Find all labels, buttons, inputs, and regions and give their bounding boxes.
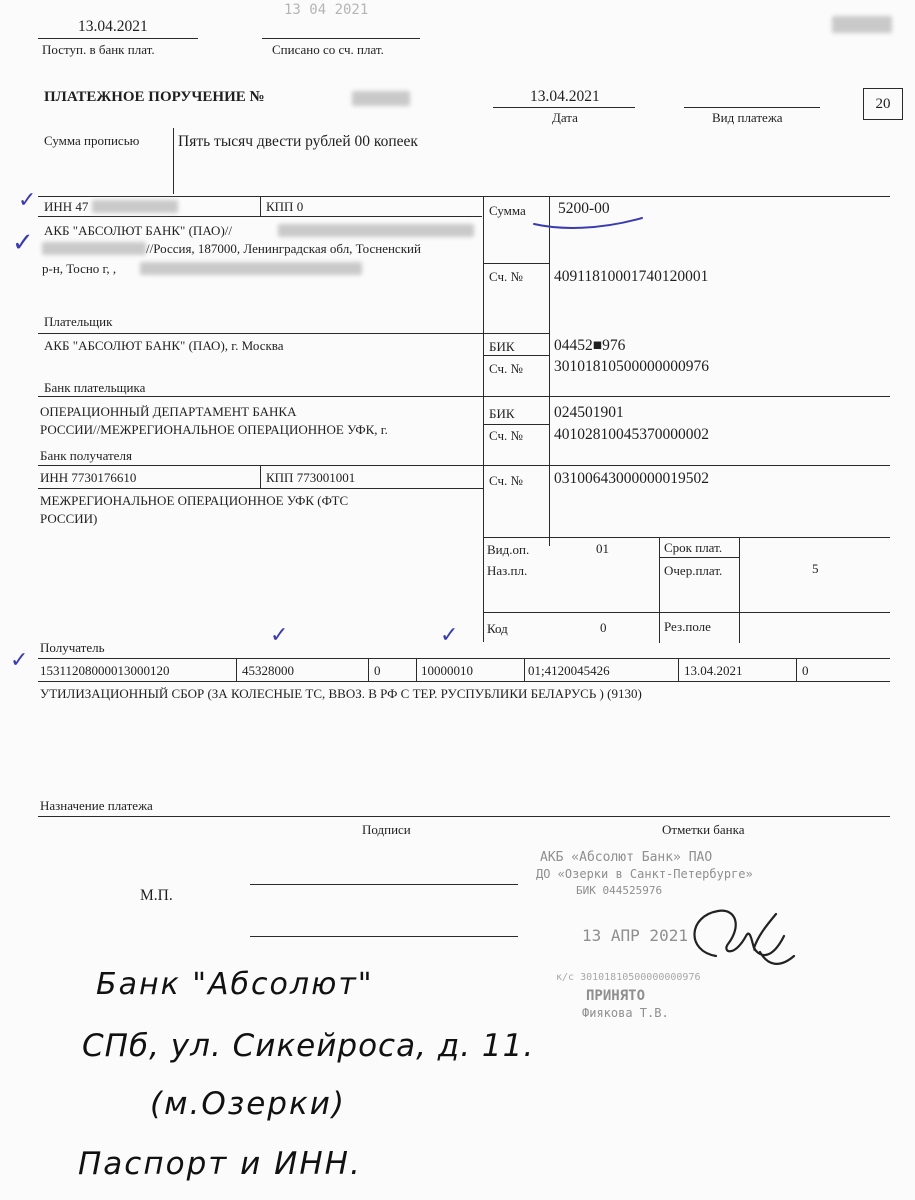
grid-line-purpose [38, 816, 890, 817]
grid-line-payee-bank [38, 465, 890, 466]
code-value: 0 [600, 620, 607, 635]
date-label: Дата [552, 110, 578, 125]
check-mark-inn: ✓ [18, 188, 37, 213]
handwriting-line3: (м.Озерки) [150, 1086, 346, 1122]
sum-value: 5200-00 [558, 200, 610, 217]
tax-doc-number: 01;4120045426 [528, 663, 610, 678]
grid-line-bik2 [483, 424, 549, 425]
stamp-accepted: ПРИНЯТО [586, 988, 646, 1004]
stamp-line4: к/с 30101810500000000976 [556, 972, 701, 983]
payee-bank-name-line2: РОССИИ//МЕЖРЕГИОНАЛЬНОЕ ОПЕРАЦИОННОЕ УФК, г. [40, 422, 388, 437]
redacted-doc-number [352, 91, 410, 106]
handwriting-line4: Паспорт и ИНН. [78, 1146, 362, 1182]
signature-line-1 [250, 884, 518, 885]
purpose-text: УТИЛИЗАЦИОННЫЙ СБОР (ЗА КОЛЕСНЫЕ ТС, ВВОЗ. В РФ С ТЕР. РУСПУБЛИКИ БЕЛАРУСЬ ) (9130) [40, 686, 642, 701]
received-date: 13.04.2021 [78, 18, 148, 35]
purpose-code-label: Наз.пл. [487, 563, 528, 578]
grid-v-kpp-payer [260, 196, 261, 216]
redacted-payer-name2 [42, 242, 146, 255]
grid-line-payer [38, 333, 483, 334]
status-code-box: 20 [863, 88, 903, 120]
stamp-line3: БИК 044525976 [576, 884, 663, 897]
grid-v-tax3 [416, 658, 417, 681]
grid-line-codes-top [483, 537, 890, 538]
grid-line-sum [483, 263, 549, 264]
payer-bank-account-value: 30101810500000000976 [554, 358, 709, 375]
stamp-line1: АКБ «Абсолют Банк» ПАО [540, 850, 713, 865]
grid-line-codes-mid [483, 612, 890, 613]
tax-type: 0 [802, 663, 809, 678]
received-label: Поступ. в банк плат. [42, 42, 155, 57]
order-label: Очер.плат. [664, 563, 723, 578]
tax-kbk: 15311208000013000120 [40, 663, 170, 678]
grid-line-payer-acc [483, 333, 549, 334]
payer-bank-account-label: Сч. № [489, 361, 523, 376]
check-mark-kbk: ✓ [10, 648, 29, 673]
date-line [493, 107, 635, 108]
code-label: Код [487, 621, 508, 636]
stamp-date: 13 АПР 2021 [582, 926, 688, 945]
payer-role-label: Плательщик [44, 314, 113, 329]
debited-label: Списано со сч. плат. [272, 42, 384, 57]
payee-name-line2: РОССИИ) [40, 511, 98, 526]
handwriting-line1: Банк "Абсолют" [96, 967, 374, 1002]
op-type-label: Вид.оп. [487, 542, 530, 557]
tax-basis: 0 [374, 663, 381, 678]
signatures-label: Подписи [362, 822, 411, 837]
payee-role-label: Получатель [40, 640, 105, 655]
sum-label: Сумма [489, 203, 526, 218]
payee-bank-role-label: Банк получателя [40, 448, 132, 463]
redacted-payer-inn [92, 200, 178, 213]
grid-line-inn-payee [38, 488, 483, 489]
grid-v-tax2 [368, 658, 369, 681]
payer-account-label: Сч. № [489, 269, 523, 284]
payee-inn: ИНН 7730176610 [40, 470, 137, 485]
payer-name-line1: АКБ "АБСОЛЮТ БАНК" (ПАО)// [44, 223, 232, 238]
payee-bank-bik-value: 024501901 [554, 404, 624, 421]
signature-line-2 [250, 936, 518, 937]
redacted-payer-address [140, 262, 362, 275]
handwriting-line2: СПб, ул. Сикейроса, д. 11. [82, 1028, 535, 1064]
amount-words-label: Сумма прописью [44, 133, 140, 148]
payer-bank-name: АКБ "АБСОЛЮТ БАНК" (ПАО), г. Москва [44, 338, 284, 353]
grid-line-payer-bank [38, 396, 890, 397]
received-line [38, 38, 198, 39]
payer-kpp: КПП 0 [266, 199, 304, 214]
order-value: 5 [812, 561, 819, 576]
grid-v-tax5 [678, 658, 679, 681]
payee-bank-account-label: Сч. № [489, 428, 523, 443]
grid-line-tax [38, 681, 890, 682]
grid-line-payee [38, 658, 890, 659]
payee-kpp: КПП 773001001 [266, 470, 356, 485]
doc-date: 13.04.2021 [530, 88, 600, 105]
check-mark-oktmo: ✓ [270, 623, 289, 648]
payee-bank-account-value: 40102810045370000002 [554, 426, 709, 443]
payer-bank-bik-value: 04452■976 [554, 337, 626, 354]
grid-line-inn-payer [38, 216, 482, 217]
payee-name-line1: МЕЖРЕГИОНАЛЬНОЕ ОПЕРАЦИОННОЕ УФК (ФТС [40, 493, 349, 508]
grid-line-term [659, 557, 739, 558]
sum-underline-mark [530, 214, 646, 232]
payer-name-line2: //Россия, 187000, Ленинградская обл, Тосненский [146, 241, 421, 256]
bank-officer-signature [676, 896, 806, 986]
grid-v-codes [659, 537, 660, 643]
payer-inn: ИНН 47 [44, 199, 89, 214]
reserve-label: Рез.поле [664, 619, 711, 634]
redacted-form-code [832, 16, 892, 33]
payee-account-value: 03100643000000019502 [554, 470, 709, 487]
payment-type-label: Вид платежа [712, 110, 783, 125]
grid-v-codes-right [739, 537, 740, 643]
op-type-value: 01 [596, 541, 609, 556]
grid-line-top [38, 196, 890, 197]
grid-v-kpp-payee [260, 465, 261, 488]
check-mark-period: ✓ [440, 623, 459, 648]
payer-bank-role-label: Банк плательщика [44, 380, 146, 395]
payment-type-line [684, 107, 820, 108]
payee-bank-name-line1: ОПЕРАЦИОННЫЙ ДЕПАРТАМЕНТ БАНКА [40, 404, 297, 419]
grid-v-tax4 [524, 658, 525, 681]
check-mark-name: ✓ [12, 228, 34, 258]
payee-account-label: Сч. № [489, 473, 523, 488]
grid-line-bik1 [483, 355, 549, 356]
term-label: Срок плат. [664, 540, 723, 555]
payer-bank-bik-label: БИК [489, 339, 515, 354]
bank-marks-label: Отметки банка [662, 822, 745, 837]
tax-oktmo: 45328000 [242, 663, 294, 678]
redacted-payer-name [278, 224, 474, 237]
amount-words-value: Пять тысяч двести рублей 00 копеек [178, 133, 418, 150]
grid-v-tax6 [796, 658, 797, 681]
payer-account-value: 40911810001740120001 [554, 268, 709, 285]
grid-v-value [549, 196, 550, 546]
stamp-officer: Фиякова Т.В. [582, 1006, 669, 1020]
grid-v-tax1 [236, 658, 237, 681]
amount-words-divider [173, 128, 174, 194]
payee-bank-bik-label: БИК [489, 406, 515, 421]
doc-title: ПЛАТЕЖНОЕ ПОРУЧЕНИЕ № [44, 89, 265, 105]
mp-label: М.П. [140, 887, 173, 904]
purpose-label: Назначение платежа [40, 798, 153, 813]
tax-doc-date: 13.04.2021 [684, 663, 743, 678]
tax-period: 10000010 [421, 663, 473, 678]
stamp-line2: ДО «Озерки в Санкт-Петербурге» [536, 867, 753, 881]
debited-line [262, 38, 420, 39]
debited-stamp: 13 04 2021 [284, 2, 369, 18]
payer-name-line3: р-н, Тосно г, , [42, 261, 117, 276]
